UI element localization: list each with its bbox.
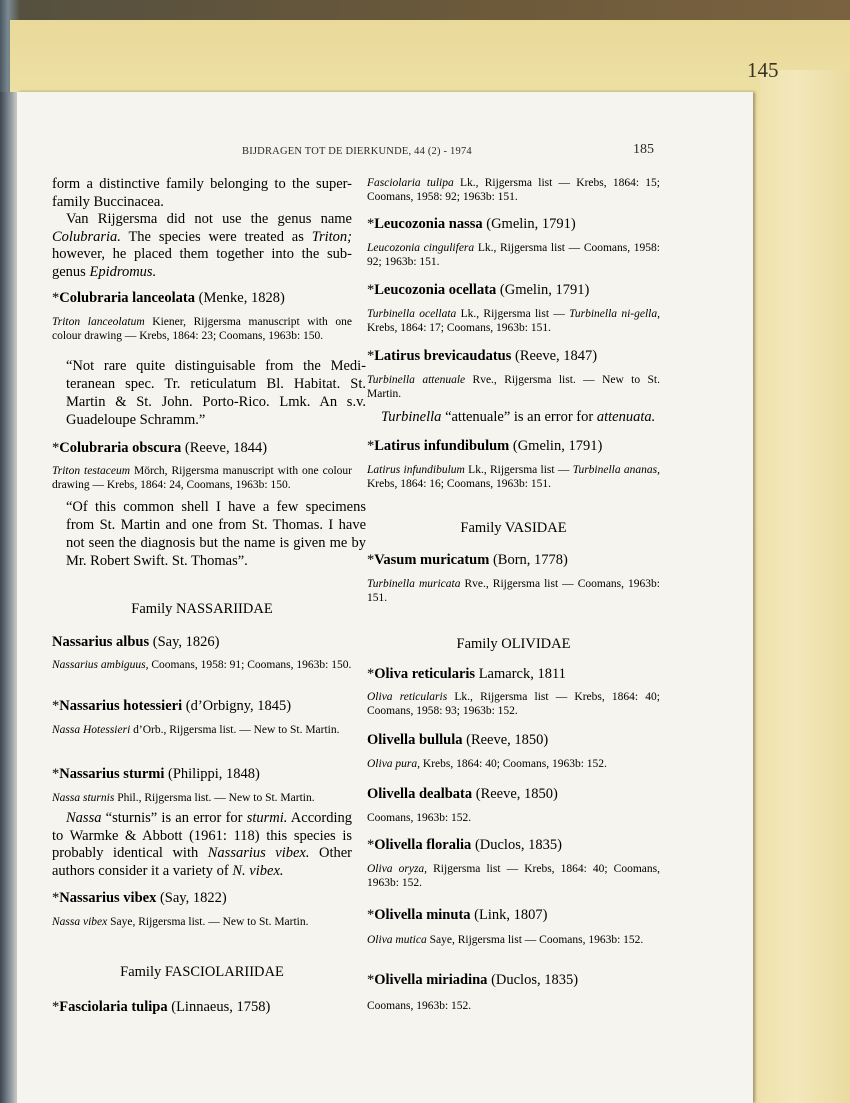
species-heading: *Colubraria obscura (Reeve, 1844) bbox=[52, 440, 268, 456]
species-heading: Olivella bullula (Reeve, 1850) bbox=[367, 732, 549, 748]
species-heading: *Latirus brevicaudatus (Reeve, 1847) bbox=[367, 348, 598, 364]
family-heading: Family OLIVIDAE bbox=[456, 636, 571, 652]
species-heading: Olivella dealbata (Reeve, 1850) bbox=[367, 786, 558, 802]
species-reference: Triton lanceolatum Kiener, Rijgersma manuscript with one colour drawing — Krebs, 1864: 23; Coomans, 1963b: 150. bbox=[52, 316, 352, 342]
species-reference: Nassa Hotessieri d’Orb., Rijgersma list. — New to St. Martin. bbox=[52, 724, 340, 736]
family-heading: Family FASCIOLARIIDAE bbox=[120, 964, 284, 980]
species-heading: *Oliva reticularis Lamarck, 1811 bbox=[367, 666, 566, 682]
species-reference: Oliva mutica Saye, Rijgersma list — Coomans, 1963b: 152. bbox=[367, 934, 644, 946]
species-note: Nassa “sturnis” is an error for sturmi. According to Warmke & Abbott (1961: 118) this species is probably identical with Nassarius vibex. Other authors consider it a variety of N. vibex. bbox=[52, 810, 352, 879]
corner-page-number: 145 bbox=[747, 58, 779, 82]
species-note: Turbinella “attenuale” is an error for attenuata. bbox=[381, 409, 656, 425]
species-reference: Coomans, 1963b: 152. bbox=[367, 812, 472, 824]
species-heading: *Fasciolaria tulipa (Linnaeus, 1758) bbox=[52, 999, 271, 1015]
species-heading: *Nassarius vibex (Say, 1822) bbox=[52, 890, 227, 906]
running-head: BIJDRAGEN TOT DE DIERKUNDE, 44 (2) - 1974 bbox=[242, 146, 472, 157]
species-heading: *Olivella miriadina (Duclos, 1835) bbox=[367, 972, 579, 988]
species-reference: Oliva reticularis Lk., Rijgersma list — Krebs, 1864: 40; Coomans, 1958: 93; 1963b: 152. bbox=[367, 691, 660, 717]
species-heading: *Colubraria lanceolata (Menke, 1828) bbox=[52, 290, 285, 306]
species-heading: *Nassarius sturmi (Philippi, 1848) bbox=[52, 766, 260, 782]
page-stack-edge bbox=[760, 70, 850, 1103]
species-heading: *Vasum muricatum (Born, 1778) bbox=[367, 552, 568, 568]
page-number: 185 bbox=[633, 142, 654, 157]
species-heading: *Nassarius hotessieri (d’Orbigny, 1845) bbox=[52, 698, 292, 714]
species-reference: Turbinella ocellata Lk., Rijgersma list — Turbinella ni-gella, Krebs, 1864: 17; Coomans, 1963b: 151. bbox=[367, 308, 660, 334]
family-heading: Family NASSARIIDAE bbox=[131, 601, 273, 617]
species-heading: *Olivella floralia (Duclos, 1835) bbox=[367, 837, 562, 853]
intro-paragraph-2: Van Rijgersma did not use the genus name Colubraria. The species were treated as Triton; however, he placed them together into the sub-genus Epidromus. bbox=[52, 211, 352, 280]
species-reference: Leucozonia cingulifera Lk., Rijgersma list — Coomans, 1958: 92; 1963b: 151. bbox=[367, 242, 660, 268]
species-heading: *Leucozonia ocellata (Gmelin, 1791) bbox=[367, 282, 590, 298]
species-heading: *Leucozonia nassa (Gmelin, 1791) bbox=[367, 216, 576, 232]
book-spine bbox=[0, 92, 18, 1103]
species-reference: Nassarius ambiguus, Coomans, 1958: 91; Coomans, 1963b: 150. bbox=[52, 659, 352, 671]
species-reference: Coomans, 1963b: 152. bbox=[367, 1000, 472, 1012]
species-heading: *Olivella minuta (Link, 1807) bbox=[367, 907, 548, 923]
species-reference: Latirus infundibulum Lk., Rijgersma list — Turbinella ananas, Krebs, 1864: 16; Coomans, 1963b: 151. bbox=[367, 464, 661, 490]
species-reference: Turbinella attenuale Rve., Rijgersma list. — New to St. Martin. bbox=[367, 374, 660, 400]
species-reference: Turbinella muricata Rve., Rijgersma list — Coomans, 1963b: 151. bbox=[367, 578, 661, 604]
species-reference: Fasciolaria tulipa Lk., Rijgersma list — Krebs, 1864: 15; Coomans, 1958: 92; 1963b: 151. bbox=[367, 177, 661, 203]
species-reference: Triton testaceum Mörch, Rijgersma manuscript with one colour drawing — Krebs, 1864: 24, Coomans, 1963b: 150. bbox=[52, 465, 352, 491]
species-reference: Oliva pura, Krebs, 1864: 40; Coomans, 1963b: 152. bbox=[367, 758, 607, 770]
species-quote: “Not rare quite distinguisable from the Medi-teranean spec. Tr. reticulatum Bl. Habitat. St. Martin & St. John. Porto-Rico. Lmk. An s.v. Guadeloupe Schramm.” bbox=[66, 358, 366, 428]
species-quote: “Of this common shell I have a few specimens from St. Martin and one from St. Thomas. I have not seen the diagnosis but the name is given me by Mr. Robert Swift. St. Thomas”. bbox=[66, 499, 366, 569]
family-heading: Family VASIDAE bbox=[460, 520, 567, 536]
intro-paragraph: form a distinctive family belonging to the super-family Buccinacea. bbox=[52, 176, 352, 210]
species-reference: Nassa sturnis Phil., Rijgersma list. — New to St. Martin. bbox=[52, 792, 315, 804]
species-heading: Nassarius albus (Say, 1826) bbox=[52, 634, 220, 650]
species-reference: Nassa vibex Saye, Rijgersma list. — New to St. Martin. bbox=[52, 916, 309, 928]
species-heading: *Latirus infundibulum (Gmelin, 1791) bbox=[367, 438, 603, 454]
species-reference: Oliva oryza, Rijgersma list — Krebs, 1864: 40; Coomans, 1963b: 152. bbox=[367, 863, 660, 889]
